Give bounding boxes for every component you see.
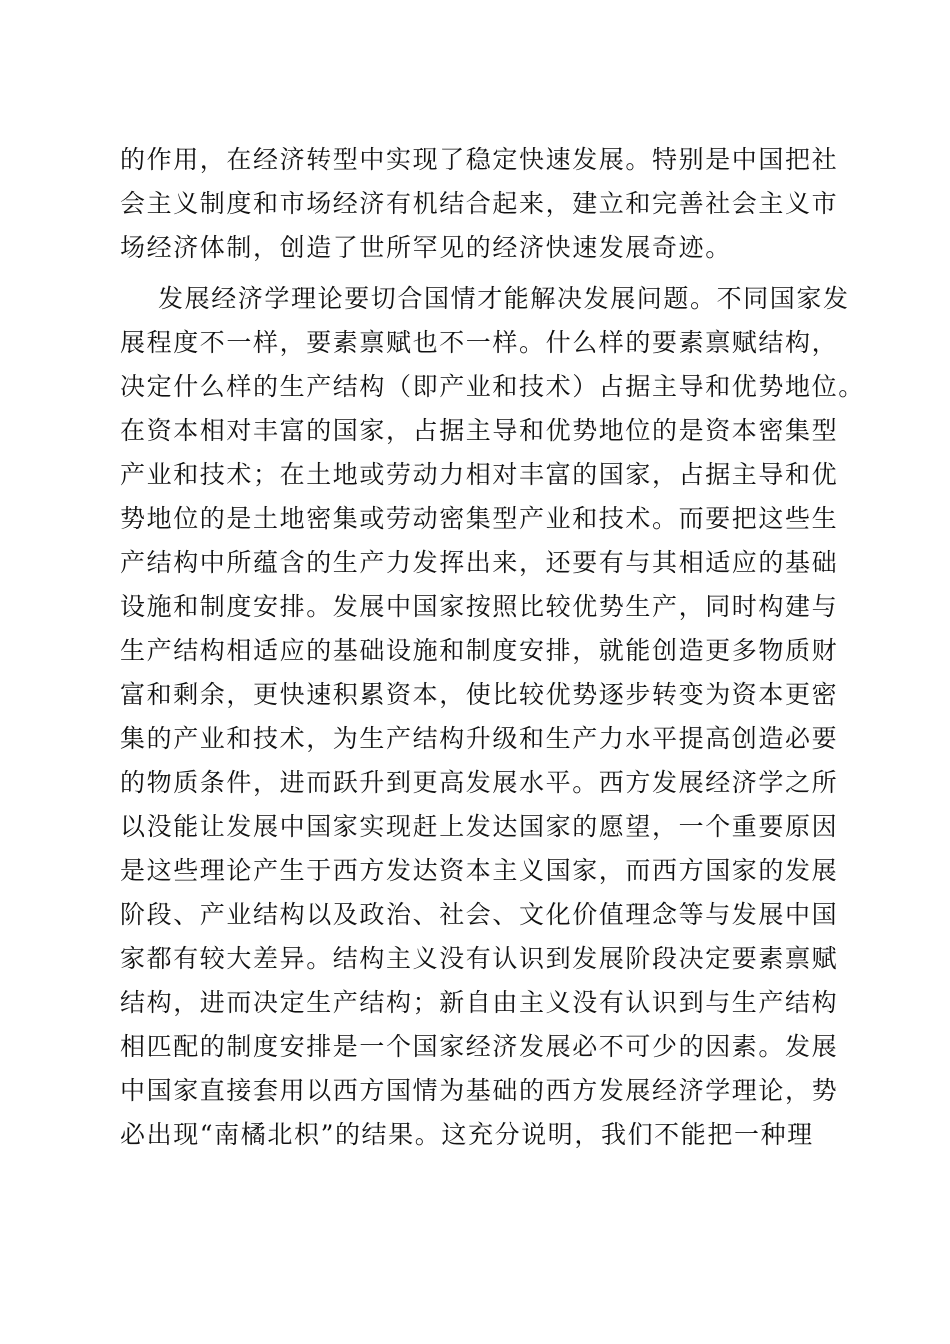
text-line-21: 相匹配的制度安排是一个国家经济发展必不可少的因素。发展 bbox=[120, 1032, 839, 1061]
text-line-18: 阶段、产业结构以及政治、社会、文化价值理念等与发展中国 bbox=[120, 900, 839, 929]
text-line-8: 产业和技术；在土地或劳动力相对丰富的国家，占据主导和优 bbox=[120, 460, 839, 489]
text-line-2: 会主义制度和市场经济有机结合起来，建立和完善社会主义市 bbox=[120, 189, 839, 218]
text-line-9: 势地位的是土地密集或劳动密集型产业和技术。而要把这些生 bbox=[120, 504, 839, 533]
text-line-19: 家都有较大差异。结构主义没有认识到发展阶段决定要素禀赋 bbox=[120, 944, 839, 973]
text-line-13: 富和剩余，更快速积累资本，使比较优势逐步转变为资本更密 bbox=[120, 680, 839, 709]
text-line-7: 在资本相对丰富的国家，占据主导和优势地位的是资本密集型 bbox=[120, 416, 839, 445]
text-line-14: 集的产业和技术，为生产结构升级和生产力水平提高创造必要 bbox=[120, 724, 839, 753]
text-line-4: 发展经济学理论要切合国情才能解决发展问题。不同国家发 bbox=[158, 284, 850, 313]
text-line-6: 决定什么样的生产结构（即产业和技术）占据主导和优势地位。 bbox=[120, 372, 865, 401]
text-line-11: 设施和制度安排。发展中国家按照比较优势生产，同时构建与 bbox=[120, 592, 839, 621]
text-line-10: 产结构中所蕴含的生产力发挥出来，还要有与其相适应的基础 bbox=[120, 548, 839, 577]
text-line-1: 的作用，在经济转型中实现了稳定快速发展。特别是中国把社 bbox=[120, 145, 839, 174]
text-line-5: 展程度不一样，要素禀赋也不一样。什么样的要素禀赋结构， bbox=[120, 328, 839, 357]
text-line-15: 的物质条件，进而跃升到更高发展水平。西方发展经济学之所 bbox=[120, 768, 839, 797]
text-line-17: 是这些理论产生于西方发达资本主义国家，而西方国家的发展 bbox=[120, 856, 839, 885]
text-line-23: 必出现“南橘北枳”的结果。这充分说明，我们不能把一种理 bbox=[120, 1120, 814, 1149]
text-line-20: 结构，进而决定生产结构；新自由主义没有认识到与生产结构 bbox=[120, 988, 839, 1017]
text-line-22: 中国家直接套用以西方国情为基础的西方发展经济学理论，势 bbox=[120, 1076, 839, 1105]
text-line-16: 以没能让发展中国家实现赶上发达国家的愿望，一个重要原因 bbox=[120, 812, 839, 841]
text-line-12: 生产结构相适应的基础设施和制度安排，就能创造更多物质财 bbox=[120, 636, 839, 665]
text-line-3: 场经济体制，创造了世所罕见的经济快速发展奇迹。 bbox=[120, 233, 732, 262]
